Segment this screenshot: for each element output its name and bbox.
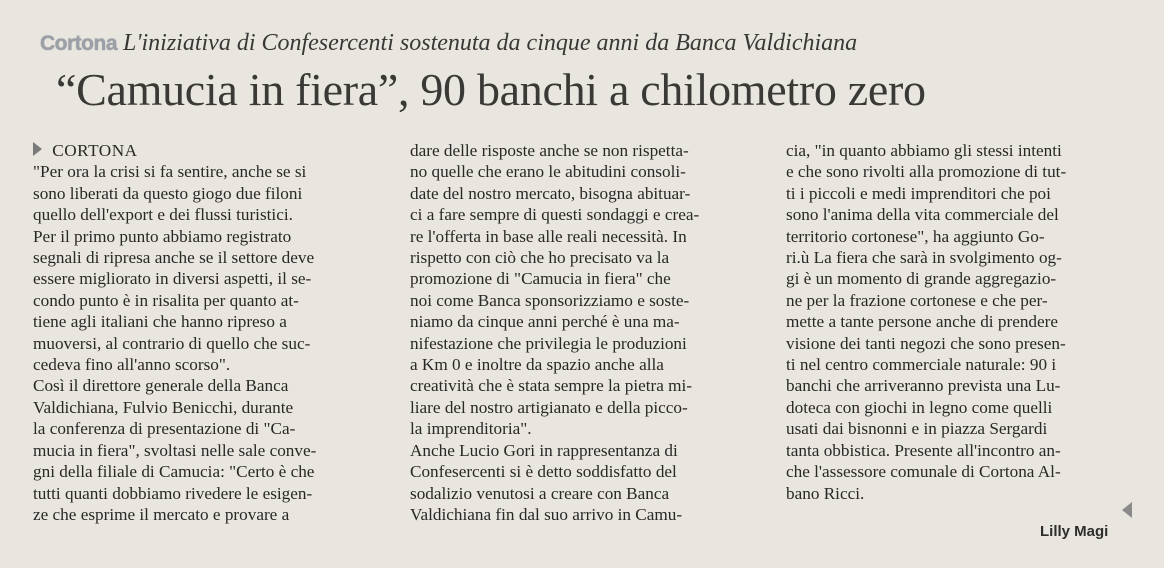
kicker-text: L'iniziativa di Confesercenti sostenuta da cinque anni da Banca Valdichiana xyxy=(123,30,858,56)
article-column-1 xyxy=(33,140,385,525)
article-line: Anche Lucio Gori in rappresentanza di xyxy=(410,440,678,460)
article-line: essere migliorato in diversi aspetti, il se- xyxy=(33,269,312,289)
section-tag: Cortona xyxy=(40,32,117,55)
dateline-text: CORTONA xyxy=(52,141,138,160)
article-line: usati dai bisnonni e in piazza Sergardi xyxy=(786,419,1048,439)
article-line: banchi che arriveranno prevista una Lu- xyxy=(786,376,1061,396)
article-line: tanta obbistica. Presente all'incontro an- xyxy=(786,440,1061,460)
article-line: visione dei tanti negozi che sono presen- xyxy=(786,333,1066,353)
article-line: la imprenditoria". xyxy=(410,419,532,439)
triangle-right-icon xyxy=(33,142,42,156)
article-column-2 xyxy=(410,140,762,525)
article-line: ci a fare sempre di questi sondaggi e crea- xyxy=(410,205,700,225)
article-line: tiene agli italiani che hanno ripreso a xyxy=(33,312,287,332)
article-line: muoversi, al contrario di quello che suc- xyxy=(33,333,311,353)
article-line: niamo da cinque anni perché è una ma- xyxy=(410,312,680,332)
article-line: ti i piccoli e medi imprenditori che poi xyxy=(786,183,1051,203)
article-line: date del nostro mercato, bisogna abituar- xyxy=(410,183,691,203)
article-line: ze che esprime il mercato e provare a xyxy=(33,504,290,524)
article-line: la conferenza di presentazione di "Ca- xyxy=(33,419,296,439)
article-line: tutti quanti dobbiamo rivedere le esigen- xyxy=(33,483,313,503)
article-line: a Km 0 e inoltre da spazio anche alla xyxy=(410,355,664,375)
article-line: liare del nostro artigianato e della picco- xyxy=(410,397,688,417)
article-line: gni della filiale di Camucia: "Certo è che xyxy=(33,462,315,482)
article-line: mucia in fiera", svoltasi nelle sale conve- xyxy=(33,440,317,460)
article-line: sono l'anima della vita commerciale del xyxy=(786,205,1059,225)
dateline xyxy=(33,140,385,161)
triangle-left-icon xyxy=(1122,502,1132,518)
article-line: "Per ora la crisi si fa sentire, anche se si xyxy=(33,162,307,182)
article-line: Valdichiana, Fulvio Benicchi, durante xyxy=(33,397,294,417)
article-line: condo punto è in risalita per quanto at- xyxy=(33,290,299,310)
article-line: che l'assessore comunale di Cortona Al- xyxy=(786,462,1061,482)
article-line: cedeva fino all'anno scorso". xyxy=(33,355,231,375)
article-line: rispetto con ciò che ho precisato va la xyxy=(410,248,670,268)
article-line: Valdichiana fin dal suo arrivo in Camu- xyxy=(410,504,683,524)
article-line: cia, "in quanto abbiamo gli stessi intenti xyxy=(786,141,1062,160)
article-line: e che sono rivolti alla promozione di tut- xyxy=(786,162,1067,182)
article-line: territorio cortonese", ha aggiunto Go- xyxy=(786,226,1045,246)
article-line: Confesercenti si è detto soddisfatto del xyxy=(410,462,677,482)
article-line: nifestazione che privilegia le produzioni xyxy=(410,333,687,353)
article-line: ri.ù La fiera che sarà in svolgimento og- xyxy=(786,248,1062,268)
article-line: sodalizio venutosi a creare con Banca xyxy=(410,483,670,503)
article-line: segnali di ripresa anche se il settore deve xyxy=(33,248,315,268)
article-line: bano Ricci. xyxy=(786,483,865,503)
article-line: gi è un momento di grande aggregazio- xyxy=(786,269,1057,289)
article-line: dare delle risposte anche se non rispetta- xyxy=(410,141,689,160)
article-line: promozione di "Camucia in fiera" che xyxy=(410,269,671,289)
kicker xyxy=(40,30,857,62)
article-line: quello dell'export e dei flussi turistici. xyxy=(33,205,293,225)
article-column-3 xyxy=(786,140,1138,504)
article-line: ti nel centro commerciale naturale: 90 i xyxy=(786,355,1057,375)
article-line: noi come Banca sponsorizziamo e soste- xyxy=(410,290,690,310)
byline: Lilly Magi xyxy=(1040,523,1109,540)
article-line: sono liberati da questo giogo due filoni xyxy=(33,183,303,203)
article-line: Così il direttore generale della Banca xyxy=(33,376,289,396)
article-line: creatività che è stata sempre la pietra mi- xyxy=(410,376,693,396)
article-line: no quelle che erano le abitudini consoli- xyxy=(410,162,686,182)
article-line: doteca con giochi in legno come quelli xyxy=(786,397,1053,417)
headline: “Camucia in fiera”, 90 banchi a chilometro zero xyxy=(56,64,926,115)
article-line: Per il primo punto abbiamo registrato xyxy=(33,226,292,246)
article-line: ne per la frazione cortonese e che per- xyxy=(786,290,1048,310)
article-line: mette a tante persone anche di prendere xyxy=(786,312,1058,332)
article-line: re l'offerta in base alle reali necessità. In xyxy=(410,226,687,246)
